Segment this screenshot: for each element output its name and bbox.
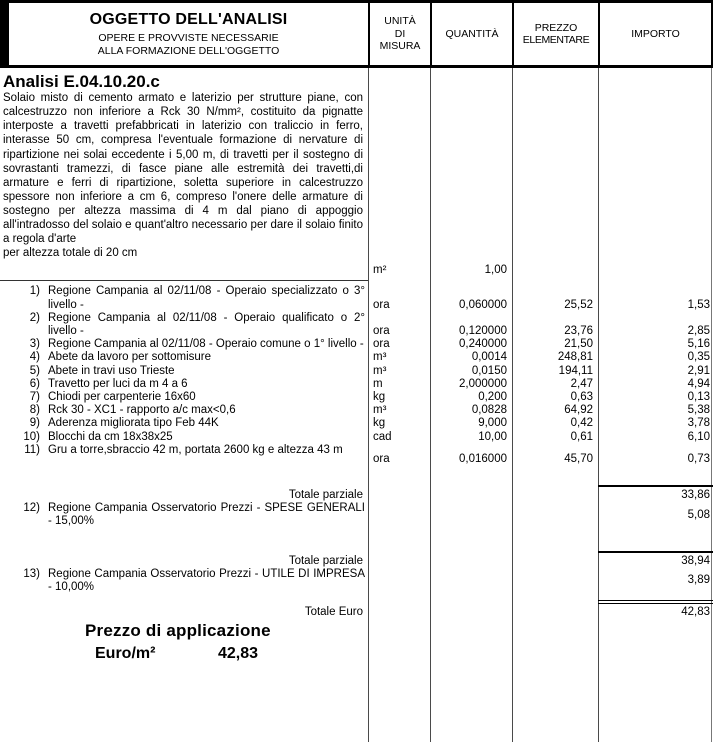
grand-total-row [0,600,713,619]
overhead-description: Regione Campania Osservatorio Prezzi - SPESE GENERALI - 15,00% [48,502,365,528]
header-unit-column [368,3,430,65]
item-price: 45,70 [564,452,593,465]
item-amount: 5,38 [687,404,710,417]
item-amount: 2,91 [687,364,710,377]
item-description: Chiodi per carpenterie 16x60 [48,390,196,403]
item-number: 9) [29,417,40,430]
table-row [0,285,713,311]
header-amount-column [598,3,711,65]
item-description: Abete in travi uso Trieste [48,364,175,377]
item-number: 10) [23,430,40,443]
unit-price-line [0,644,713,667]
item-unit: kg [373,417,386,430]
item-amount: 0,73 [687,452,710,465]
unit-header-line2: DI [394,27,406,40]
item-amount: 0,13 [687,390,710,403]
object-subtitle [98,32,280,57]
item-description: Travetto per luci da m 4 a 6 [48,377,188,390]
unit-header-line1: UNITÀ [384,15,416,28]
item-number: 6) [29,377,40,390]
item-number: 5) [29,364,40,377]
item-number: 4) [29,351,40,364]
description-cell-closure [0,260,368,281]
item-price: 21,50 [564,338,593,351]
item-unit: cad [373,430,392,443]
unit-price-unit: Euro/m² [95,644,156,662]
object-title: OGGETTO DELL'ANALISI [89,11,288,28]
quantity-header: QUANTITÀ [445,27,499,40]
item-price: 64,92 [564,404,593,417]
item-price: 25,52 [564,298,593,311]
item-price: 23,76 [564,324,593,337]
item-quantity: 0,060000 [459,298,507,311]
item-price: 0,42 [570,417,593,430]
item-amount: 5,16 [687,338,710,351]
item-quantity: 2,000000 [459,377,507,390]
grand-total-label: Totale Euro [304,606,363,619]
item-number: 11) [24,443,40,456]
item-unit: m³ [373,364,387,377]
overhead-row [0,502,713,528]
item-quantity: 0,200 [478,390,507,403]
analysis-height-note: per altezza totale di 20 cm [3,247,138,260]
header-quantity-column [430,3,512,65]
item-quantity: 0,120000 [459,324,507,337]
profit-row [0,568,713,594]
subtotal-row [0,551,713,568]
item-unit: ora [373,452,390,465]
totals-section [0,485,713,619]
item-amount: 0,35 [687,351,710,364]
table-row [0,404,713,417]
subtotal-label: Totale parziale [288,554,363,567]
item-price: 194,11 [558,364,593,377]
item-amount: 6,10 [687,430,710,443]
subtotal-amount: 38,94 [598,551,713,568]
item-unit: m [373,377,383,390]
item-amount: 1,53 [687,298,710,311]
item-number: 2) [29,311,40,324]
price-header-line2: ELEMENTARE [522,34,590,46]
item-number: 12) [23,502,40,515]
header-object-column [9,3,368,65]
item-description: Rck 30 - XC1 - rapporto a/c max<0,6 [48,404,236,417]
table-row [0,443,713,465]
item-amount: 3,78 [687,417,710,430]
item-description: Blocchi da cm 18x38x25 [48,430,173,443]
table-row [0,365,713,378]
item-number: 7) [29,390,40,403]
table-body [0,68,713,742]
item-unit: ora [373,338,390,351]
item-amount: 2,85 [687,324,710,337]
analysis-unit: m² [373,264,387,277]
item-description: Gru a torre,sbraccio 42 m, portata 2600 kg e altezza 43 m [48,443,343,456]
item-quantity: 9,000 [478,417,507,430]
table-row [0,378,713,391]
analysis-unit-row [0,260,713,281]
analysis-quantity: 1,00 [484,264,507,277]
price-header-line1: PREZZO [534,21,578,34]
analysis-code-title: Analisi E.04.10.20.c [3,72,160,91]
item-number: 1) [29,285,40,298]
unit-header-line3: MISURA [379,40,421,53]
item-price: 0,61 [570,430,593,443]
table-row [0,391,713,404]
item-quantity: 0,0828 [471,404,507,417]
item-quantity: 0,0150 [471,364,507,377]
item-number: 3) [29,338,40,351]
table-row [0,351,713,364]
item-quantity: 10,00 [478,430,507,443]
left-border-bar [0,3,9,65]
amount-header: IMPORTO [631,27,680,40]
table-row [0,431,713,444]
item-description: Regione Campania al 02/11/08 - Operaio comune o 1° livello - [48,338,364,351]
item-price: 248,81 [557,351,593,364]
item-quantity: 0,016000 [459,452,507,465]
item-price: 0,63 [570,390,593,403]
item-amount: 4,94 [687,377,710,390]
item-price: 2,47 [570,377,593,390]
application-price-section [0,621,713,666]
object-subtitle-line1: OPERE E PROVVISTE NECESSARIE [98,32,279,44]
item-unit: kg [373,390,386,403]
profit-amount: 3,89 [687,574,710,587]
table-row [0,338,713,351]
item-unit: ora [373,324,390,337]
item-unit: ora [373,298,390,311]
unit-price-value: 42,83 [218,644,259,662]
item-list [0,285,713,465]
item-unit: m³ [373,404,387,417]
subtotal-row [0,485,713,502]
table-header-row [0,0,713,68]
item-quantity: 0,0014 [471,351,507,364]
table-row [0,417,713,430]
subtotal-amount: 33,86 [598,485,713,502]
overhead-amount: 5,08 [687,508,710,521]
subtotal-label: Totale parziale [288,488,363,501]
header-price-column [512,3,598,65]
item-unit: m³ [373,351,387,364]
profit-description: Regione Campania Osservatorio Prezzi - UTILE DI IMPRESA - 10,00% [48,567,365,593]
item-description: Regione Campania al 02/11/08 - Operaio qualificato o 2° livello - [48,311,365,337]
analysis-description: Solaio misto di cemento armato e laterizio per strutture piane, con calcestruzzo non inferiore a Rck 30 N/mm², costituito da pignatte interposte a travetti prefabbricati in laterizio con traliccio in ferro, interasse 50 cm, compresa l'eventuale formazione di nervature di ripartizione nei solai eccedente i 5,00 m, di travetti per il sostegno di sovrastanti tramezzi, di fasce piane alle estremità dei travetti,di armature e ferri di ripartizione, soletta superiore in calcestruzzo spessore non inferiore a cm 6, compreso l'onere delle armature di sostegno per altezza massima di 4 m dal piano di appoggio all'intradosso del solaio e quant'altro necessario per dare il solaio finito a regola d'arte [3,92,363,246]
object-subtitle-line2: ALLA FORMAZIONE DELL'OGGETTO [97,44,280,57]
grand-total-amount: 42,83 [598,600,713,619]
table-row [0,312,713,338]
application-price-label: Prezzo di applicazione [85,621,271,641]
item-number: 8) [29,404,40,417]
item-description: Abete da lavoro per sottomisure [48,351,212,364]
item-description: Aderenza migliorata tipo Feb 44K [48,417,219,430]
item-quantity: 0,240000 [459,338,507,351]
item-number: 13) [23,567,40,580]
item-description: Regione Campania al 02/11/08 - Operaio specializzato o 3° livello - [48,285,365,311]
